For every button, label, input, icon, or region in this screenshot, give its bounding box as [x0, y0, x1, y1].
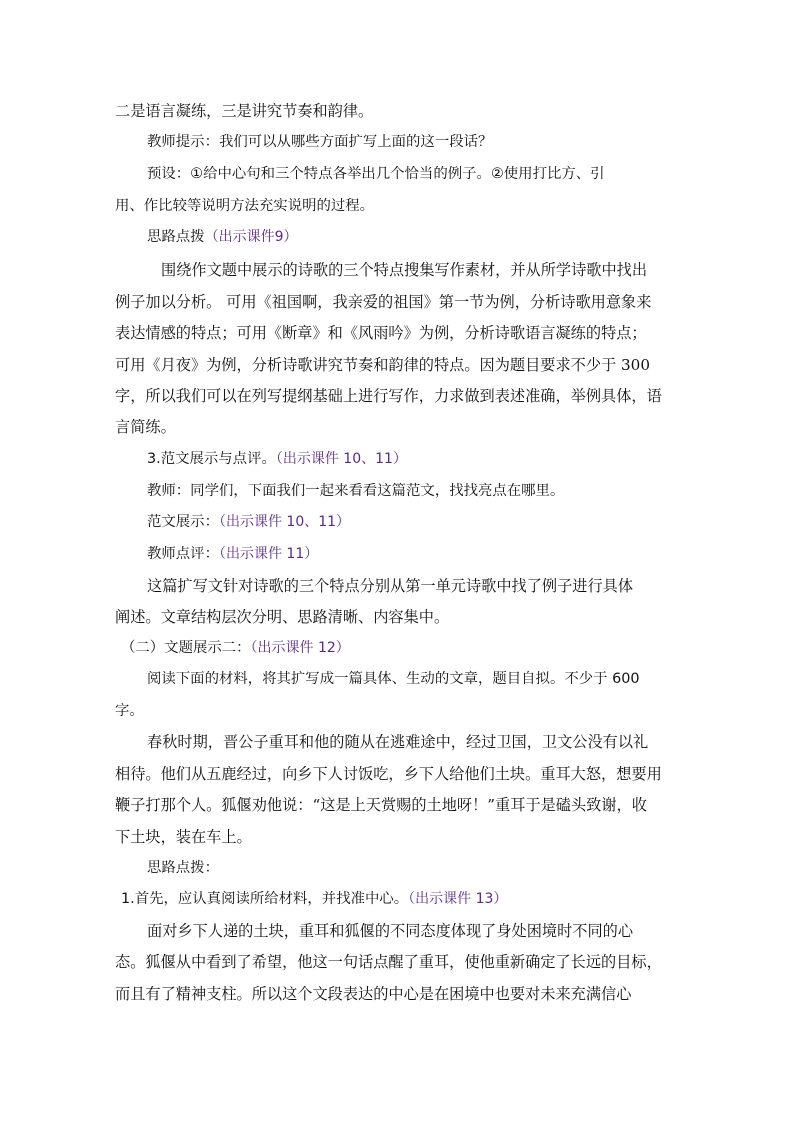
idea-hint-heading	[147, 226, 685, 248]
teacher-line: 教师：同学们，下面我们一起来看看这篇范文，找找亮点在哪里。	[147, 483, 565, 499]
analysis-line: 字，所以我们可以在列写提纲基础上进行写作，力求做到表述准确，举例具体，语	[115, 387, 662, 405]
courseware-ref: （出示课件 12）	[250, 640, 350, 656]
step-heading	[121, 888, 685, 910]
preset-line-cont: 用、作比较等说明方法充实说明的过程。	[115, 198, 375, 214]
courseware-ref: （出示课件 10、11）	[275, 451, 407, 467]
material-line: 下土块，装在车上。	[115, 828, 252, 846]
task-line: 字。	[115, 703, 144, 719]
section-heading-label: 3.范文展示与点评。	[147, 451, 276, 467]
courseware-ref: （出示课件 11）	[218, 546, 319, 562]
task-line: 阅读下面的材料，将其扩写成一篇具体、生动的文章，题目自拟。不少于 600	[147, 671, 640, 687]
courseware-ref: （出示课件 10、11）	[218, 514, 351, 530]
topic-heading-label: （二）文题展示二：	[121, 640, 251, 656]
explanation-line: 面对乡下人递的土块，重耳和狐偃的不同态度体现了身处困境时不同的心	[147, 922, 633, 940]
courseware-ref: （出示课件9）	[204, 229, 298, 245]
analysis-line: 表达情感的特点；可用《断章》和《风雨吟》为例，分析诗歌语言凝练的特点；	[115, 324, 647, 342]
analysis-line: 围绕作文题中展示的诗歌的三个特点搜集写作素材，并从所学诗歌中找出	[161, 261, 647, 279]
topic-heading	[121, 637, 685, 659]
analysis-line: 例子加以分析。 可用《祖国啊，我亲爱的祖国》第一节为例，分析诗歌用意象来	[115, 293, 652, 311]
idea-hint-heading-2: 思路点拨：	[147, 860, 219, 876]
material-line: 相待。他们从五鹿经过，向乡下人讨饭吃，乡下人给他们土块。重耳大怒，想要用	[115, 765, 662, 783]
section-heading	[147, 448, 685, 470]
courseware-ref: （出示课件 13）	[408, 891, 508, 907]
preset-line: 预设：①给中心句和三个特点各举出几个恰当的例子。②使用打比方、引	[147, 166, 605, 182]
analysis-line: 可用《月夜》为例，分析诗歌讲究节奏和韵律的特点。因为题目要求不少于 300	[115, 356, 651, 374]
analysis-line: 言简练。	[115, 418, 176, 436]
sample-display-line	[147, 511, 685, 533]
paragraph-line: 二是语言凝练，三是讲究节奏和韵律。	[115, 102, 374, 120]
idea-hint-label: 思路点拨	[147, 229, 205, 245]
comment-line: 这篇扩写文针对诗歌的三个特点分别从第一单元诗歌中找了例子进行具体	[147, 577, 633, 595]
comment-line: 阐述。文章结构层次分明、思路清晰、内容集中。	[115, 608, 450, 626]
material-line: 春秋时期，晋公子重耳和他的随从在逃难途中，经过卫国，卫文公没有以礼	[147, 733, 649, 751]
explanation-line: 而且有了精神支柱。所以这个文段表达的中心是在困境中也要对未来充满信心	[115, 985, 632, 1003]
sample-display-label: 范文展示：	[147, 514, 219, 530]
teacher-comment-label: 教师点评：	[147, 546, 219, 562]
material-line: 鞭子打那个人。狐偃劝他说：“这是上天赏赐的土地呀！”重耳于是磕头致谢，收	[115, 796, 647, 814]
teacher-comment-line	[147, 543, 685, 565]
explanation-line: 态。狐偃从中看到了希望，他这一句话点醒了重耳，使他重新确定了长远的目标，	[115, 953, 662, 971]
teacher-prompt-line: 教师提示：我们可以从哪些方面扩写上面的这一段话？	[147, 134, 493, 150]
step-heading-label: 1.首先，应认真阅读所给材料，并找准中心。	[121, 891, 409, 907]
